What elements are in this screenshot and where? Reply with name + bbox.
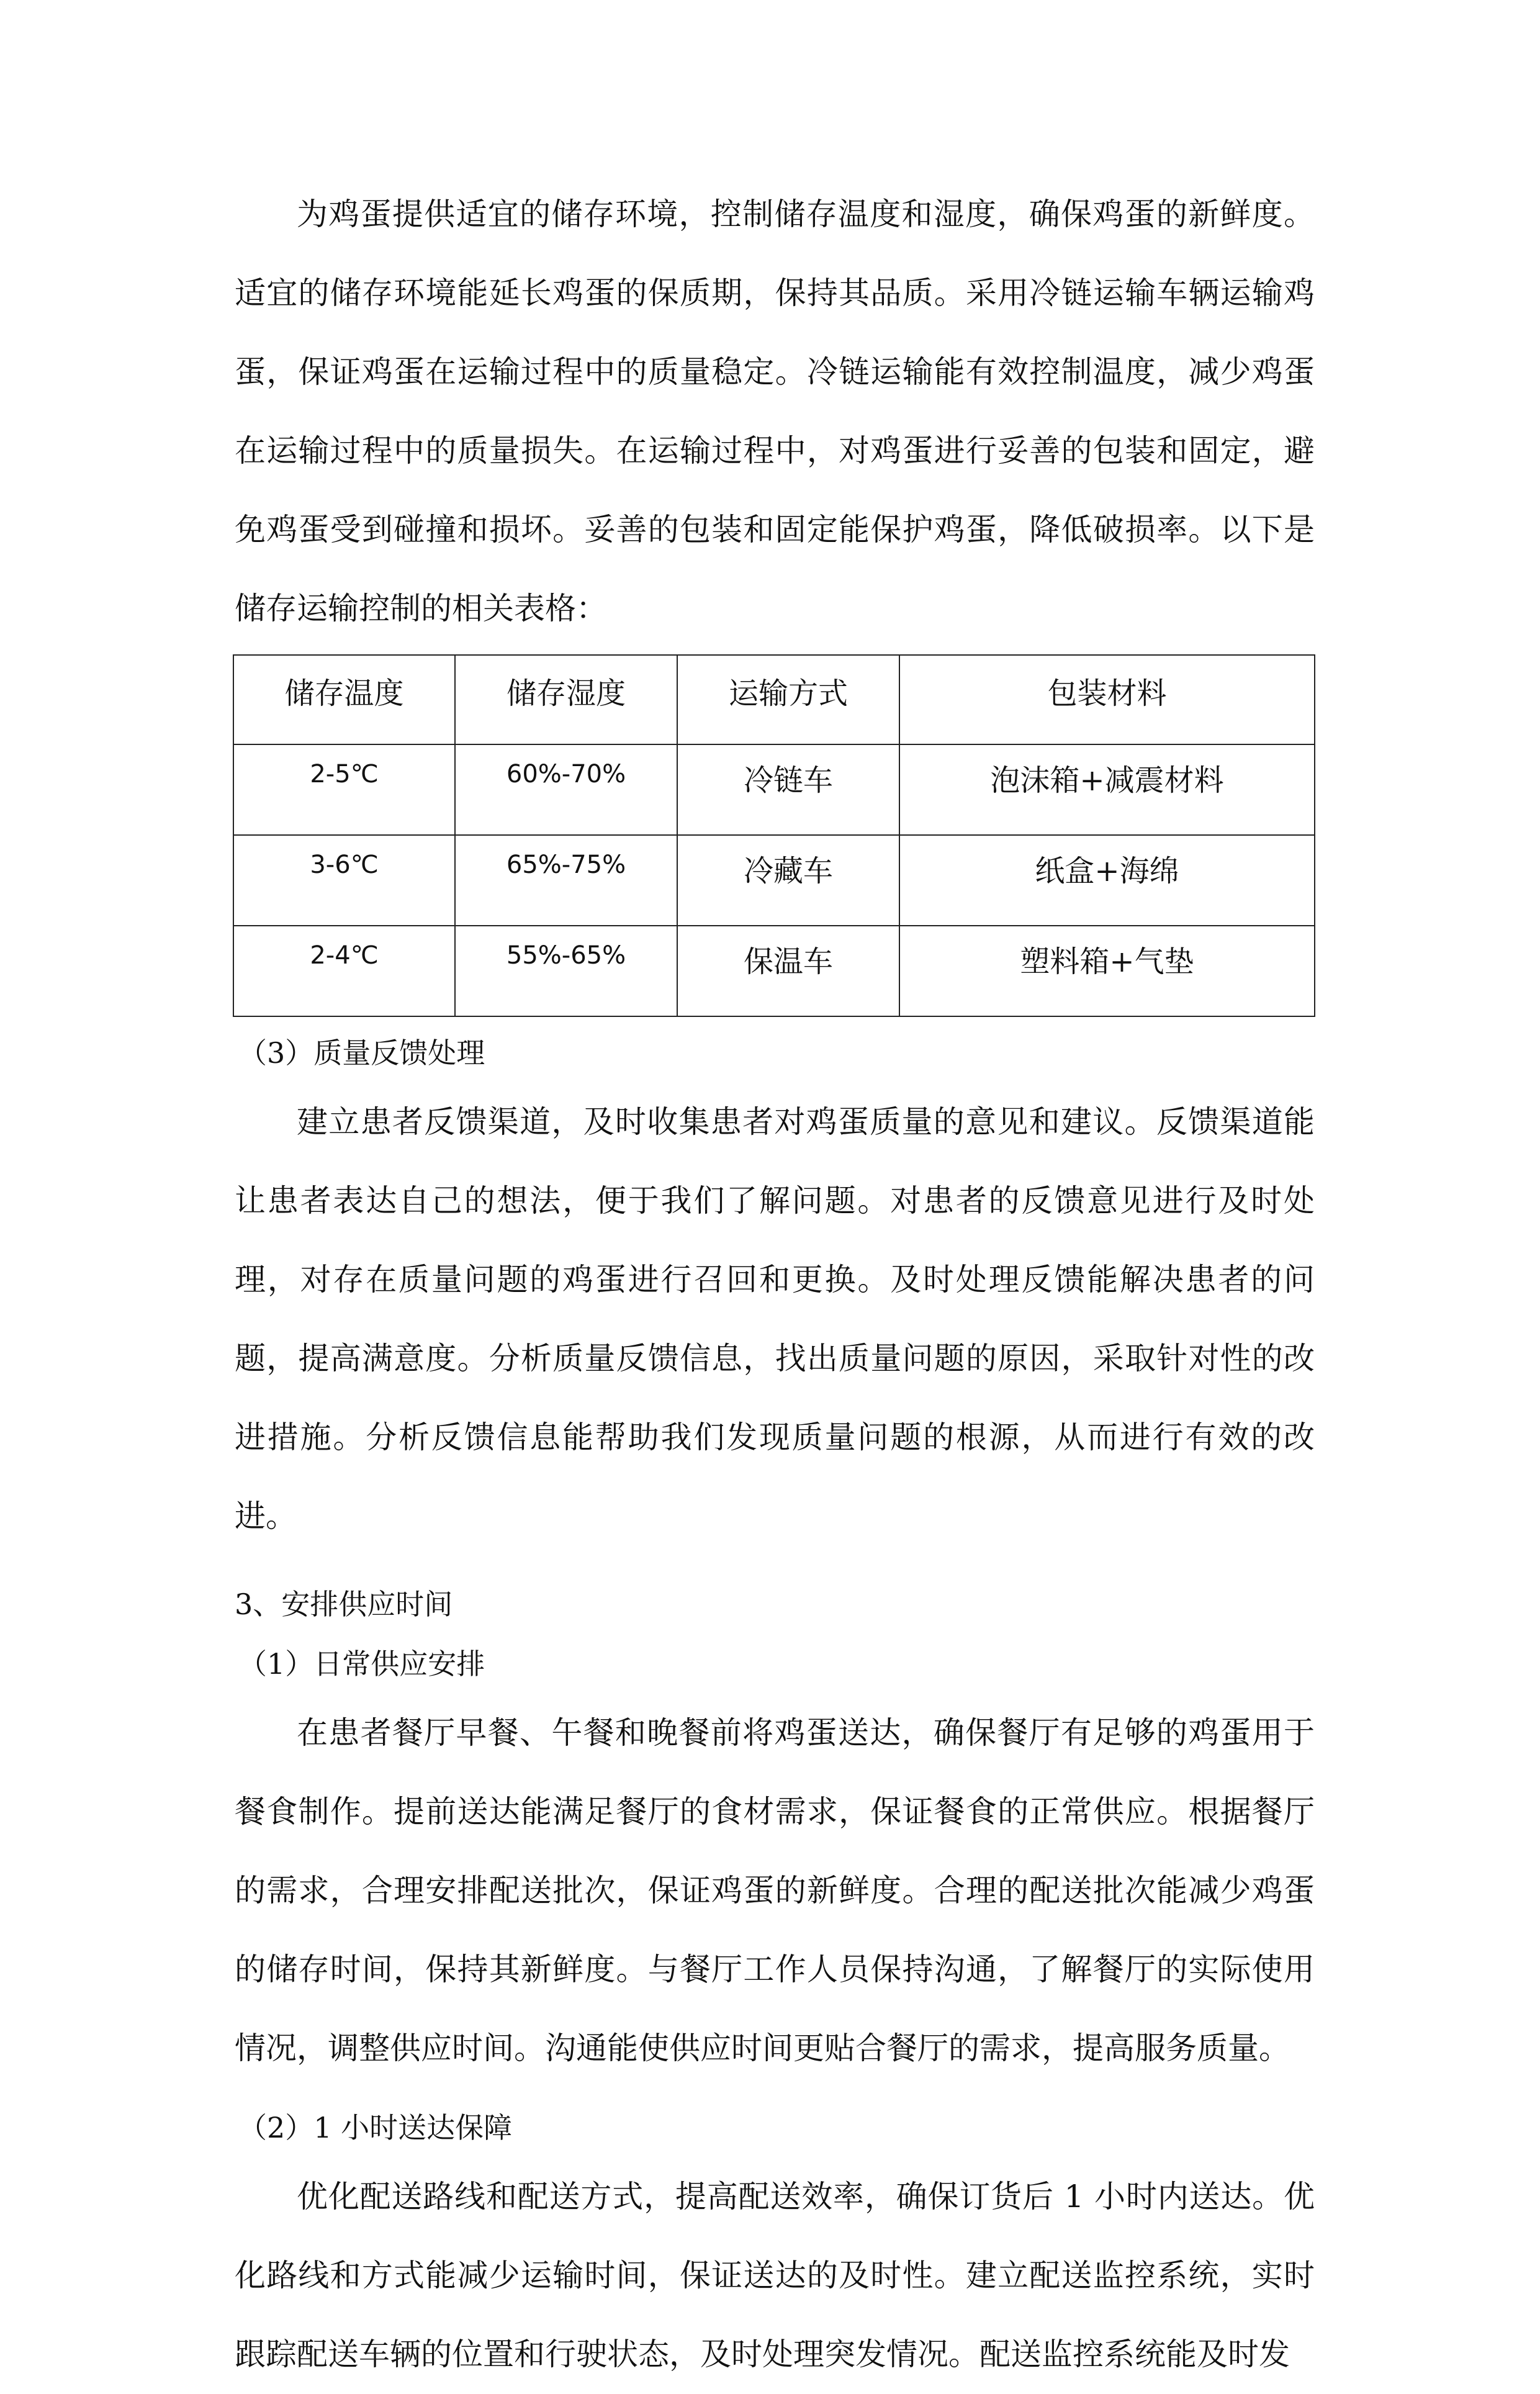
- one-hour-heading: （2）1 小时送达保障: [238, 2111, 513, 2144]
- feedback-heading: （3）质量反馈处理: [238, 1036, 485, 1070]
- supply-time-heading: 3、安排供应时间: [235, 1588, 453, 1621]
- feedback-paragraph: 建立患者反馈渠道，及时收集患者对鸡蛋质量的意见和建议。反馈渠道能让患者表达自己的想法，便于我们了解问题。对患者的反馈意见进行及时处理，对存在质量问题的鸡蛋进行召回和更换。及时处理反馈能解决患者的问题，提高满意度。分析质量反馈信息，找出质量问题的原因，采取针对性的改进措施。分析反馈信息能帮助我们发现质量问题的根源，从而进行有效的改进。: [235, 1104, 1315, 1534]
- header-transport-method: 运输方式: [677, 655, 899, 744]
- cell-temp: 2-5℃: [233, 744, 455, 835]
- cell-temp: 2-4℃: [233, 926, 455, 1016]
- table-row: [233, 744, 1315, 835]
- daily-supply-heading: （1）日常供应安排: [238, 1647, 485, 1681]
- cell-temp: 3-6℃: [233, 835, 455, 926]
- table-header-row: [233, 655, 1315, 744]
- header-storage-temp: 储存温度: [233, 655, 455, 744]
- header-packaging: 包装材料: [899, 655, 1315, 744]
- one-hour-paragraph: 优化配送路线和配送方式，提高配送效率，确保订货后 1 小时内送达。优化路线和方式能减少运输时间，保证送达的及时性。建立配送监控系统，实时跟踪配送车辆的位置和行驶状态，及时处理突发情况。配送监控系统能及时发: [235, 2179, 1315, 2372]
- page-content: [235, 175, 1315, 2394]
- cell-transport: 冷链车: [677, 744, 899, 835]
- cell-packaging: 塑料箱+气垫: [899, 926, 1315, 1016]
- cell-transport: 冷藏车: [677, 835, 899, 926]
- daily-supply-paragraph: 在患者餐厅早餐、午餐和晚餐前将鸡蛋送达，确保餐厅有足够的鸡蛋用于餐食制作。提前送达能满足餐厅的食材需求，保证餐食的正常供应。根据餐厅的需求，合理安排配送批次，保证鸡蛋的新鲜度。合理的配送批次能减少鸡蛋的储存时间，保持其新鲜度。与餐厅工作人员保持沟通，了解餐厅的实际使用情况，调整供应时间。沟通能使供应时间更贴合餐厅的需求，提高服务质量。: [235, 1715, 1315, 2066]
- cell-packaging: 纸盒+海绵: [899, 835, 1315, 926]
- cell-transport: 保温车: [677, 926, 899, 1016]
- storage-transport-table: [233, 654, 1315, 1017]
- table-row: [233, 926, 1315, 1016]
- cell-packaging: 泡沫箱+减震材料: [899, 744, 1315, 835]
- intro-paragraph: 为鸡蛋提供适宜的储存环境，控制储存温度和湿度，确保鸡蛋的新鲜度。适宜的储存环境能延长鸡蛋的保质期，保持其品质。采用冷链运输车辆运输鸡蛋，保证鸡蛋在运输过程中的质量稳定。冷链运输能有效控制温度，减少鸡蛋在运输过程中的质量损失。在运输过程中，对鸡蛋进行妥善的包装和固定，避免鸡蛋受到碰撞和损坏。妥善的包装和固定能保护鸡蛋，降低破损率。以下是储存运输控制的相关表格：: [235, 196, 1315, 626]
- table-row: [233, 835, 1315, 926]
- cell-humidity: 55%-65%: [455, 926, 677, 1016]
- header-storage-humidity: 储存湿度: [455, 655, 677, 744]
- cell-humidity: 65%-75%: [455, 835, 677, 926]
- cell-humidity: 60%-70%: [455, 744, 677, 835]
